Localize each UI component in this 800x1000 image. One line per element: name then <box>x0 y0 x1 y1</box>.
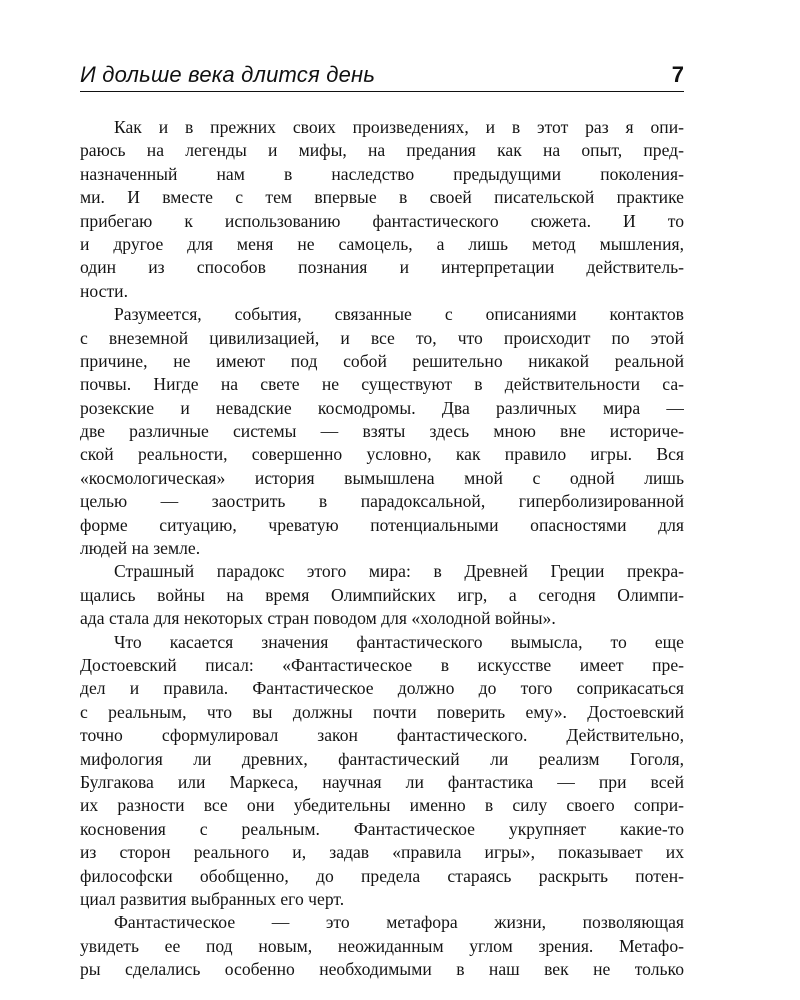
text-line: с реальным, что вы должны почти поверить ему». Достоевский <box>80 701 684 722</box>
text-line: назначенный нам в наследство предыдущими поколения- <box>80 163 684 184</box>
text-line: прибегаю к использованию фантастического сюжета. И то <box>80 210 684 231</box>
paragraph <box>80 303 684 560</box>
paragraph <box>80 911 684 981</box>
text-line: причине, не имеют под собой решительно никакой реальной <box>80 350 684 371</box>
text-line: Булгакова или Маркеса, научная ли фантастика — при всей <box>80 771 684 792</box>
text-line: Фантастическое — это метафора жизни, позволяющая <box>114 912 684 933</box>
text-line: ми. И вместе с тем впервые в своей писательской практике <box>80 187 684 208</box>
running-title: И дольше века длится день <box>80 62 376 87</box>
text-line: почвы. Нигде на свете не существуют в действительности са- <box>80 374 684 395</box>
text-line: философски обобщенно, до предела стараясь раскрыть потен- <box>80 865 684 886</box>
text-line: из сторон реального и, задав «правила игры», показывает их <box>80 842 684 863</box>
text-line: Достоевский писал: «Фантастическое в искусстве имеет пре- <box>80 654 684 675</box>
paragraph <box>80 116 684 303</box>
text-line: их разности все они убедительны именно в силу своего сопри- <box>80 795 684 816</box>
page-number: 7 <box>671 62 684 87</box>
running-header <box>80 62 684 92</box>
text-line: косновения с реальным. Фантастическое укрупняет какие-то <box>80 818 684 839</box>
text-line: ности. <box>80 280 128 301</box>
text-line: ской реальности, совершенно условно, как правило игры. Вся <box>80 444 684 465</box>
text-line: две различные системы — взяты здесь мною вне историче- <box>80 421 684 442</box>
text-line: раюсь на легенды и мифы, на предания как на опыт, пред- <box>80 140 684 161</box>
text-line: Разумеется, события, связанные с описаниями контактов <box>114 304 684 325</box>
text-line: дел и правила. Фантастическое должно до того соприкасаться <box>80 678 684 699</box>
text-line: один из способов познания и интерпретации действитель- <box>80 257 684 278</box>
book-page <box>80 62 684 981</box>
text-line: форме ситуацию, чреватую потенциальными опасностями для <box>80 514 684 535</box>
text-line: точно сформулировал закон фантастического. Действительно, <box>80 725 684 746</box>
text-line: розекские и невадские космодромы. Два различных мира — <box>80 397 684 418</box>
text-line: «космологическая» история вымышлена мной с одной лишь <box>80 467 684 488</box>
text-line: целью — заострить в парадоксальной, гиперболизированной <box>80 491 684 512</box>
text-line: с внеземной цивилизацией, и все то, что происходит по этой <box>80 327 684 348</box>
text-line: щались войны на время Олимпийских игр, а сегодня Олимпи- <box>80 584 684 605</box>
text-line: ада стала для некоторых стран поводом для «холодной войны». <box>80 608 556 629</box>
text-line: и другое для меня не самоцель, а лишь метод мышления, <box>80 233 684 254</box>
text-line: Страшный парадокс этого мира: в Древней Греции прекра- <box>114 561 684 582</box>
text-line: увидеть ее под новым, неожиданным углом зрения. Метафо- <box>80 935 684 956</box>
text-line: людей на земле. <box>80 538 201 559</box>
body-text <box>80 116 684 981</box>
text-line: Что касается значения фантастического вымысла, то еще <box>114 631 684 652</box>
text-line: ры сделались особенно необходимыми в наш век не только <box>80 959 684 980</box>
text-line: мифология ли древних, фантастический ли реализм Гоголя, <box>80 748 684 769</box>
text-line: Как и в прежних своих произведениях, и в этот раз я опи- <box>114 117 684 137</box>
paragraph <box>80 560 684 630</box>
paragraph <box>80 631 684 912</box>
text-line: циал развития выбранных его черт. <box>80 888 345 909</box>
